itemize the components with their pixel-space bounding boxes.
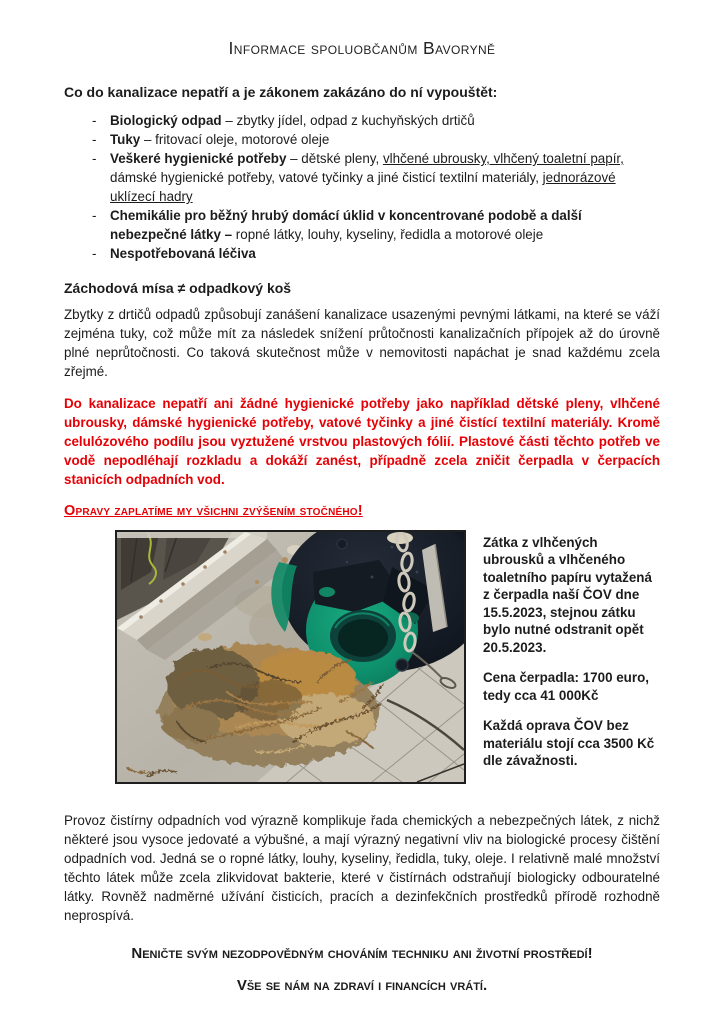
clogged-pump-illustration bbox=[117, 532, 464, 782]
chemicals-paragraph: Provoz čistírny odpadních vod výrazně komplikuje řada chemických a nebezpečných látek, z nichž některé jsou vysoce jedovaté a výbušné, a mají výrazný negativní vliv na biologické procesy čištění odpadních vod. Jedná se o ropné látky, louhy, kyseliny, ředidla, tuky, oleje. I relativně malé množství těchto látek může zcela zlikvidovat bakterie, které v čistírnách odstraňují biologicky odbouratelné látky. Rovněž nadměrné užívání čisticích, pracích a dezinfekčních prostředků přírodě rozhodně neprospívá. bbox=[64, 812, 660, 923]
warning-paragraph: Do kanalizace nepatří ani žádné hygienické potřeby jako například dětské pleny, vlhčené ubrousky, dámské hygienické potřeby, vatové tyčinky a jiné čistící textilní materiály. Kromě celulózového podílu jsou vyztužené vrstvou plastových fólií. Plastové části těchto potřeb ve vodě nepodléhají rozkladu a dokáží zanést, případně zcela zničit čerpadla v čerpacích stanicích odpadních vod. bbox=[64, 396, 660, 488]
grinder-paragraph: Zbytky z drtičů odpadů způsobují zanášení kanalizace usazenými pevnými látkami, na které se váží zejména tuky, což může mít za následek snížení průtočnosti kanalizačních přípojek až do úrovně plné neprůtočnosti. Co taková skutečnost může v nemovitosti napáchat je snad každému zcela zřejmé. bbox=[64, 307, 660, 379]
closing-line-2: Vše se nám na zdraví i financích vrátí. bbox=[236, 976, 488, 994]
prohibited-heading: Co do kanalizace nepatří a je zákonem zakázáno do ní vypouštět: bbox=[64, 84, 498, 100]
list-item-medicines: - Nespotřebovaná léčiva bbox=[110, 244, 660, 263]
list-item-chemicals: - Chemikálie pro běžný hrubý domácí úklid v koncentrované podobě a další nebezpečné látky – ropné látky, louhy, kyseliny, ředidla a motorové oleje bbox=[110, 206, 660, 244]
list-item-biological-waste: - Biologický odpad – zbytky jídel, odpad z kuchyňských drtičů bbox=[110, 111, 660, 130]
photo-notes bbox=[483, 534, 660, 783]
list-item-hygiene-products: - Veškeré hygienické potřeby – dětské pleny, vlhčené ubrousky, vlhčený toaletní papír, dámské hygienické potřeby, vatové tyčinky a jiné čisticí textilní materiály, jednorázové uklízecí hadry bbox=[110, 149, 660, 206]
note-repair-cost: Každá oprava ČOV bez materiálu stojí cca 3500 Kč dle závažnosti. bbox=[483, 718, 655, 769]
note-clog-dates: Zátka z vlhčených ubrousků a vlhčeného toaletního papíru vytažená z čerpadla naší ČOV dne 15.5.2023, stejnou zátku bylo nutné odstranit opět 20.5.2023. bbox=[483, 534, 652, 655]
pump-photo bbox=[115, 530, 466, 784]
note-pump-price: Cena čerpadla: 1700 euro, tedy cca 41 000Kč bbox=[483, 670, 649, 703]
list-item-fats: - Tuky – fritovací oleje, motorové oleje bbox=[110, 130, 660, 149]
closing-line-1: Neničte svým nezodpovědným chováním techniku ani životní prostředí! bbox=[131, 944, 593, 962]
toilet-bowl-heading: Záchodová mísa ≠ odpadkový koš bbox=[64, 280, 292, 296]
prohibited-list bbox=[64, 111, 660, 263]
figure-row bbox=[64, 530, 660, 784]
repairs-slogan: Opravy zaplatíme my všichni zvýšením stočného! bbox=[64, 502, 363, 519]
page-title: Informace spoluobčanům Bavoryně bbox=[228, 38, 496, 58]
